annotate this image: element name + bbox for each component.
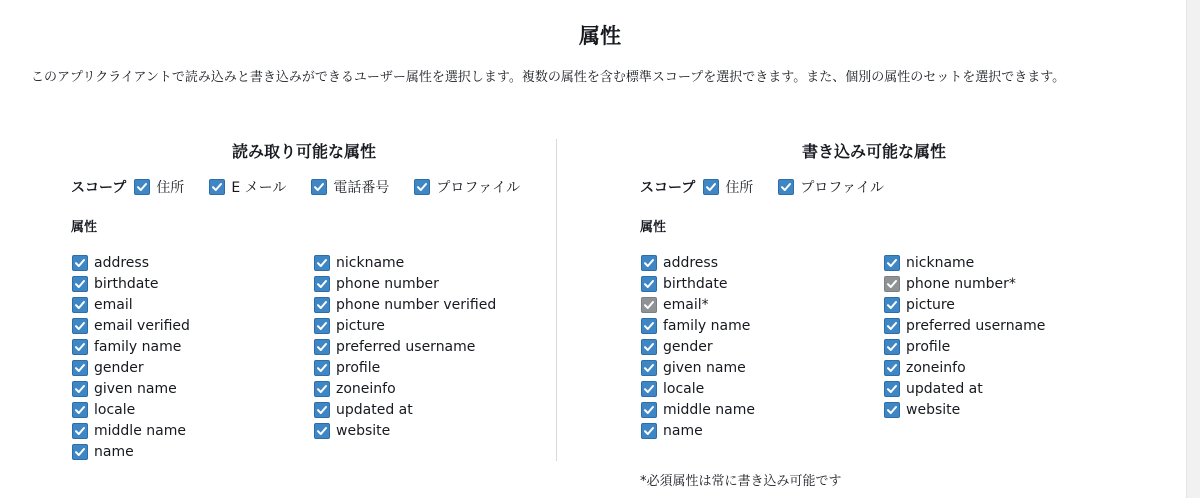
attribute-checkbox-item[interactable] bbox=[884, 336, 1045, 357]
checkmark-icon bbox=[316, 299, 328, 311]
checkbox[interactable] bbox=[314, 318, 330, 334]
checkmark-icon bbox=[643, 425, 655, 437]
read-attributes-col1 bbox=[72, 252, 190, 462]
write-attributes-col1 bbox=[641, 252, 755, 441]
required-footnote: *必須属性は常に書き込み可能です bbox=[640, 474, 842, 489]
attribute-label: name bbox=[94, 443, 134, 460]
attribute-label: phone number* bbox=[906, 275, 1016, 292]
scope-checkbox-item[interactable] bbox=[778, 177, 884, 197]
checkmark-icon bbox=[313, 181, 325, 193]
attribute-checkbox-item[interactable] bbox=[72, 315, 190, 336]
attribute-checkbox-item[interactable] bbox=[72, 294, 190, 315]
checkbox[interactable] bbox=[641, 318, 657, 334]
scope-checkbox-item[interactable] bbox=[134, 177, 184, 197]
checkbox[interactable] bbox=[641, 381, 657, 397]
scope-checkbox-item[interactable] bbox=[414, 177, 520, 197]
attribute-label: family name bbox=[663, 317, 751, 334]
attribute-label: email bbox=[94, 296, 133, 313]
checkbox[interactable] bbox=[884, 339, 900, 355]
attribute-label: website bbox=[906, 401, 961, 418]
checkbox[interactable] bbox=[884, 318, 900, 334]
checkmark-icon bbox=[316, 383, 328, 395]
attribute-checkbox-item[interactable] bbox=[641, 399, 755, 420]
checkbox[interactable] bbox=[314, 276, 330, 292]
attribute-checkbox-item[interactable] bbox=[314, 357, 496, 378]
attribute-label: given name bbox=[94, 380, 177, 397]
attribute-label: zoneinfo bbox=[336, 380, 396, 397]
checkbox[interactable] bbox=[778, 179, 794, 195]
read-panel-title: 読み取り可能な属性 bbox=[232, 142, 377, 161]
checkmark-icon bbox=[74, 299, 86, 311]
attribute-label: updated at bbox=[336, 401, 413, 418]
attribute-checkbox-item[interactable] bbox=[72, 252, 190, 273]
checkmark-icon bbox=[643, 404, 655, 416]
checkmark-icon bbox=[136, 181, 148, 193]
read-attributes-heading: 属性 bbox=[71, 220, 98, 235]
attribute-label: profile bbox=[336, 359, 381, 376]
checkbox[interactable] bbox=[314, 255, 330, 271]
checkmark-icon bbox=[74, 341, 86, 353]
checkbox[interactable] bbox=[314, 339, 330, 355]
attribute-label: nickname bbox=[906, 254, 975, 271]
vertical-scrollbar[interactable] bbox=[1186, 0, 1200, 498]
checkmark-icon bbox=[886, 404, 898, 416]
checkmark-icon bbox=[886, 278, 898, 290]
checkbox[interactable] bbox=[641, 423, 657, 439]
checkmark-icon bbox=[643, 383, 655, 395]
checkbox[interactable] bbox=[72, 402, 88, 418]
checkbox[interactable] bbox=[72, 255, 88, 271]
checkbox[interactable] bbox=[134, 179, 150, 195]
attribute-label: gender bbox=[663, 338, 713, 355]
checkbox[interactable] bbox=[884, 297, 900, 313]
attribute-label: birthdate bbox=[94, 275, 159, 292]
attribute-label: picture bbox=[336, 317, 385, 334]
attribute-label: nickname bbox=[336, 254, 405, 271]
attribute-label: zoneinfo bbox=[906, 359, 966, 376]
page-description: このアプリクライアントで読み込みと書き込みができるユーザー属性を選択します。複数の属性を含む標準スコープを選択できます。また、個別の属性のセットを選択できます。 bbox=[31, 70, 1066, 85]
attribute-label: locale bbox=[94, 401, 136, 418]
checkbox[interactable] bbox=[884, 402, 900, 418]
checkbox[interactable] bbox=[314, 381, 330, 397]
attribute-checkbox-item[interactable] bbox=[641, 336, 755, 357]
attribute-label: updated at bbox=[906, 380, 983, 397]
attribute-checkbox-item[interactable] bbox=[641, 378, 755, 399]
checkmark-icon bbox=[316, 320, 328, 332]
attribute-label: preferred username bbox=[336, 338, 476, 355]
checkmark-icon bbox=[886, 383, 898, 395]
attribute-label: phone number verified bbox=[336, 296, 497, 313]
checkbox[interactable] bbox=[72, 297, 88, 313]
checkmark-icon bbox=[74, 257, 86, 269]
attribute-checkbox-item[interactable] bbox=[314, 252, 496, 273]
checkbox bbox=[641, 297, 657, 313]
attribute-label: email* bbox=[663, 296, 709, 313]
checkbox[interactable] bbox=[641, 402, 657, 418]
attribute-label: picture bbox=[906, 296, 955, 313]
scope-label: 住所 bbox=[156, 180, 185, 196]
checkbox[interactable] bbox=[414, 179, 430, 195]
checkbox[interactable] bbox=[314, 360, 330, 376]
read-scope-label: スコープ bbox=[71, 180, 127, 196]
attribute-label: address bbox=[663, 254, 719, 271]
page-title: 属性 bbox=[579, 24, 621, 48]
attribute-label: website bbox=[336, 422, 391, 439]
attribute-label: birthdate bbox=[663, 275, 728, 292]
checkmark-icon bbox=[316, 362, 328, 374]
checkbox[interactable] bbox=[641, 360, 657, 376]
scope-label: プロファイル bbox=[800, 180, 885, 196]
attribute-checkbox-item[interactable] bbox=[314, 378, 496, 399]
checkbox[interactable] bbox=[314, 423, 330, 439]
checkmark-icon bbox=[316, 341, 328, 353]
attribute-checkbox-item[interactable] bbox=[72, 378, 190, 399]
attribute-checkbox-item[interactable] bbox=[641, 420, 755, 441]
checkmark-icon bbox=[316, 278, 328, 290]
attribute-checkbox-item[interactable] bbox=[72, 399, 190, 420]
attribute-label: name bbox=[663, 422, 703, 439]
checkmark-icon bbox=[74, 278, 86, 290]
attribute-checkbox-item[interactable] bbox=[72, 441, 190, 462]
attribute-label: phone number bbox=[336, 275, 439, 292]
checkbox[interactable] bbox=[884, 360, 900, 376]
scope-checkbox-item[interactable] bbox=[311, 177, 389, 197]
write-scope-row bbox=[640, 178, 909, 196]
checkbox[interactable] bbox=[641, 339, 657, 355]
scope-label: E メール bbox=[231, 180, 287, 196]
attribute-label: email verified bbox=[94, 317, 190, 334]
checkbox[interactable] bbox=[72, 276, 88, 292]
checkmark-icon bbox=[886, 362, 898, 374]
checkmark-icon bbox=[886, 341, 898, 353]
panel-divider bbox=[556, 139, 557, 461]
attribute-checkbox-item[interactable] bbox=[641, 273, 755, 294]
attribute-checkbox-item[interactable] bbox=[884, 399, 1045, 420]
attribute-checkbox-item[interactable] bbox=[72, 357, 190, 378]
attribute-checkbox-item[interactable] bbox=[72, 336, 190, 357]
attribute-label: given name bbox=[663, 359, 746, 376]
attribute-checkbox-item[interactable] bbox=[641, 252, 755, 273]
scope-checkbox-item[interactable] bbox=[209, 177, 286, 197]
checkmark-icon bbox=[780, 181, 792, 193]
checkbox[interactable] bbox=[641, 255, 657, 271]
attribute-checkbox-item[interactable] bbox=[884, 315, 1045, 336]
attribute-checkbox-item[interactable] bbox=[72, 420, 190, 441]
checkmark-icon bbox=[886, 257, 898, 269]
checkmark-icon bbox=[886, 299, 898, 311]
attribute-checkbox-item bbox=[641, 294, 755, 315]
attribute-checkbox-item[interactable] bbox=[641, 315, 755, 336]
checkbox[interactable] bbox=[314, 297, 330, 313]
checkmark-icon bbox=[74, 446, 86, 458]
attribute-label: middle name bbox=[94, 422, 186, 439]
checkbox[interactable] bbox=[72, 381, 88, 397]
checkmark-icon bbox=[416, 181, 428, 193]
checkbox[interactable] bbox=[311, 179, 327, 195]
attribute-checkbox-item[interactable] bbox=[314, 420, 496, 441]
attribute-checkbox-item[interactable] bbox=[884, 252, 1045, 273]
attribute-checkbox-item[interactable] bbox=[641, 357, 755, 378]
attribute-label: locale bbox=[663, 380, 705, 397]
checkbox[interactable] bbox=[314, 402, 330, 418]
checkbox[interactable] bbox=[72, 423, 88, 439]
attribute-checkbox-item[interactable] bbox=[884, 357, 1045, 378]
checkmark-icon bbox=[643, 278, 655, 290]
attribute-checkbox-item[interactable] bbox=[314, 315, 496, 336]
attribute-label: address bbox=[94, 254, 150, 271]
checkmark-icon bbox=[643, 320, 655, 332]
attribute-checkbox-item bbox=[884, 273, 1045, 294]
checkmark-icon bbox=[74, 362, 86, 374]
checkmark-icon bbox=[316, 257, 328, 269]
checkbox[interactable] bbox=[72, 444, 88, 460]
write-panel-title: 書き込み可能な属性 bbox=[802, 142, 947, 161]
write-attributes-col2 bbox=[884, 252, 1045, 420]
checkmark-icon bbox=[74, 383, 86, 395]
checkmark-icon bbox=[316, 425, 328, 437]
checkbox[interactable] bbox=[72, 360, 88, 376]
checkmark-icon bbox=[211, 181, 223, 193]
checkbox[interactable] bbox=[72, 339, 88, 355]
checkmark-icon bbox=[316, 404, 328, 416]
checkmark-icon bbox=[74, 425, 86, 437]
attribute-checkbox-item[interactable] bbox=[314, 336, 496, 357]
attribute-checkbox-item[interactable] bbox=[314, 294, 496, 315]
attribute-checkbox-item[interactable] bbox=[884, 378, 1045, 399]
checkmark-icon bbox=[705, 181, 717, 193]
attribute-label: profile bbox=[906, 338, 951, 355]
checkmark-icon bbox=[643, 257, 655, 269]
attribute-label: middle name bbox=[663, 401, 755, 418]
read-scope-row bbox=[71, 178, 545, 196]
attribute-checkbox-item[interactable] bbox=[314, 399, 496, 420]
checkbox[interactable] bbox=[884, 381, 900, 397]
scope-label: プロファイル bbox=[436, 180, 521, 196]
write-scope-label: スコープ bbox=[640, 180, 696, 196]
checkbox[interactable] bbox=[209, 179, 225, 195]
checkmark-icon bbox=[74, 404, 86, 416]
attribute-label: gender bbox=[94, 359, 144, 376]
scope-label: 電話番号 bbox=[333, 180, 390, 196]
checkbox[interactable] bbox=[703, 179, 719, 195]
checkbox[interactable] bbox=[641, 276, 657, 292]
checkmark-icon bbox=[643, 341, 655, 353]
checkbox bbox=[884, 276, 900, 292]
checkmark-icon bbox=[74, 320, 86, 332]
attribute-checkbox-item[interactable] bbox=[314, 273, 496, 294]
checkbox[interactable] bbox=[72, 318, 88, 334]
checkmark-icon bbox=[643, 362, 655, 374]
attribute-checkbox-item[interactable] bbox=[884, 294, 1045, 315]
checkmark-icon bbox=[643, 299, 655, 311]
scope-checkbox-item[interactable] bbox=[703, 177, 753, 197]
attribute-label: preferred username bbox=[906, 317, 1046, 334]
scope-label: 住所 bbox=[725, 180, 754, 196]
write-attributes-heading: 属性 bbox=[640, 220, 667, 235]
read-attributes-col2 bbox=[314, 252, 496, 441]
attribute-checkbox-item[interactable] bbox=[72, 273, 190, 294]
attribute-label: family name bbox=[94, 338, 182, 355]
checkbox[interactable] bbox=[884, 255, 900, 271]
checkmark-icon bbox=[886, 320, 898, 332]
